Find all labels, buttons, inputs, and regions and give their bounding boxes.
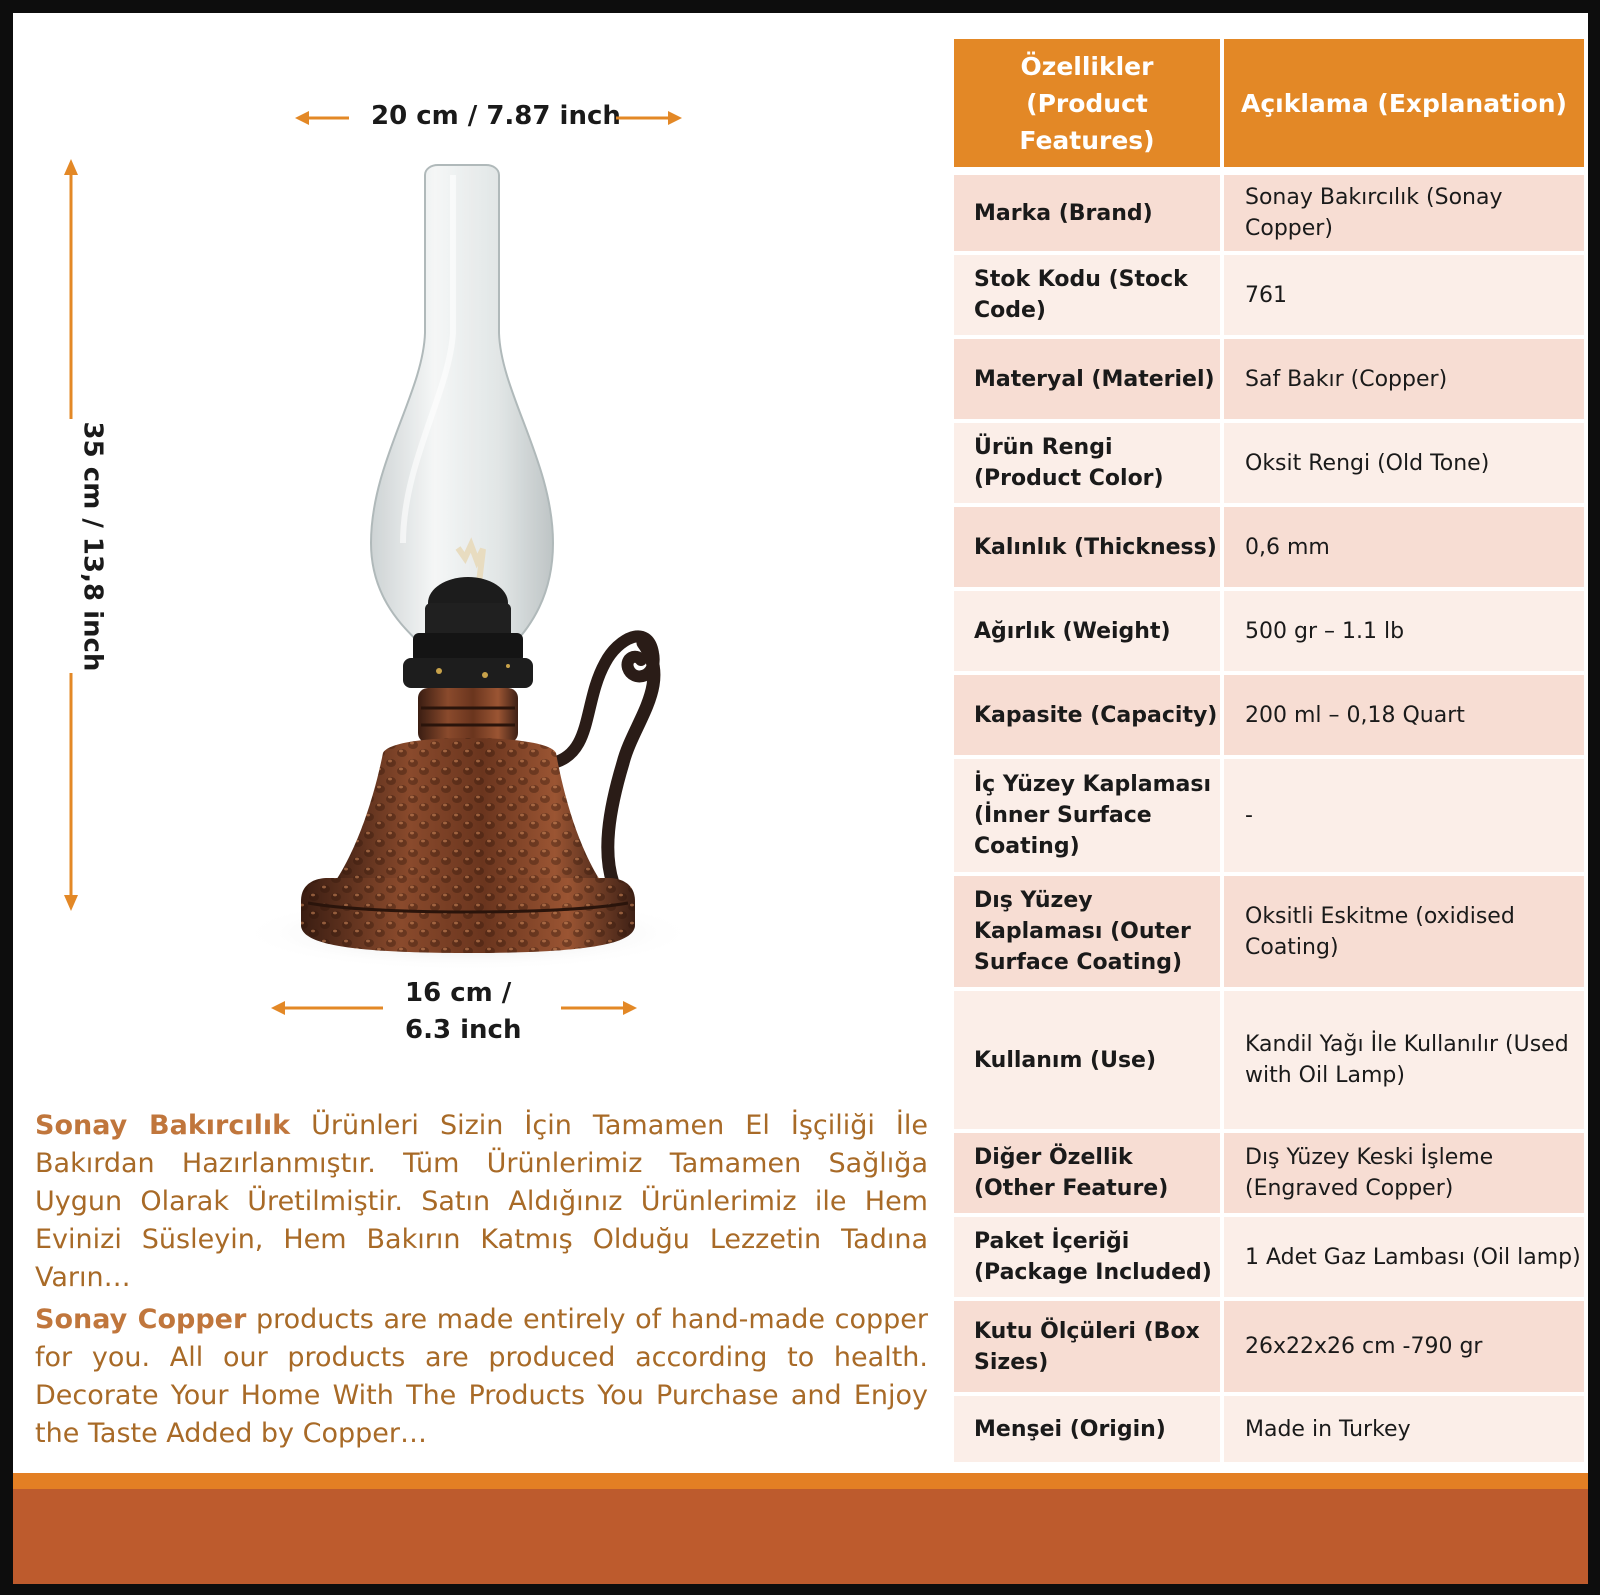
base-arrow-right-icon [561,998,637,1018]
feature-key: Dış Yüzey Kaplaması (Outer Surface Coating) [954,876,1224,991]
feature-value: 1 Adet Gaz Lambası (Oil lamp) [1224,1217,1584,1301]
description-turkish-text: Ürünleri Sizin İçin Tamamen El İşçiliği İle Bakırdan Hazırlanmıştır. Tüm Ürünlerimiz Tamamen Sağlığa Uygun Olarak Üretilmiştir. Satın Aldığınız Ürünlerimiz ile Hem Evinizi Süsleyin, Hem Bakırın Katmış Olduğu Lezzetin Tadına Varın… [35,1110,928,1293]
table-row [954,876,1584,991]
feature-value: Saf Bakır (Copper) [1224,339,1584,423]
base-label [405,975,521,1049]
feature-key: Marka (Brand) [954,175,1224,255]
feature-key: Kapasite (Capacity) [954,675,1224,759]
feature-key: Menşei (Origin) [954,1396,1224,1466]
feature-value: 200 ml – 0,18 Quart [1224,675,1584,759]
product-features-table [954,39,1584,1466]
footer-band [13,1489,1588,1584]
table-row [954,175,1584,255]
base-arrow-left-icon [271,998,387,1018]
feature-value: 500 gr – 1.1 lb [1224,591,1584,675]
feature-value: 26x22x26 cm -790 gr [1224,1301,1584,1396]
feature-value: 761 [1224,255,1584,339]
product-sheet [13,13,1588,1584]
table-row [954,991,1584,1133]
width-arrow-left-icon [295,108,355,128]
feature-key: Paket İçeriği (Package Included) [954,1217,1224,1301]
feature-key: Kullanım (Use) [954,991,1224,1133]
feature-key: Kutu Ölçüleri (Box Sizes) [954,1301,1224,1396]
feature-value: Sonay Bakırcılık (Sonay Copper) [1224,175,1584,255]
height-arrow-down-icon [61,673,81,913]
feature-key: Ağırlık (Weight) [954,591,1224,675]
feature-value: Made in Turkey [1224,1396,1584,1466]
oil-lamp-image [253,163,713,983]
base-label-line1: 16 cm / [405,978,512,1008]
table-row [954,675,1584,759]
feature-key: Materyal (Materiel) [954,339,1224,423]
table-row [954,1133,1584,1217]
table-row [954,339,1584,423]
table-row [954,1217,1584,1301]
description-english [35,1301,928,1453]
width-arrow-right-icon [616,108,682,128]
table-row [954,255,1584,339]
description-turkish [35,1107,928,1297]
feature-value: - [1224,759,1584,876]
table-row [954,1301,1584,1396]
feature-key: İç Yüzey Kaplaması (İnner Surface Coating) [954,759,1224,876]
feature-value: Oksit Rengi (Old Tone) [1224,423,1584,507]
header-features: Özellikler (Product Features) [954,39,1224,175]
header-explanation: Açıklama (Explanation) [1224,39,1584,175]
table-header-row [954,39,1584,175]
feature-value: Oksitli Eskitme (oxidised Coating) [1224,876,1584,991]
description-english-text: products are made entirely of hand-made copper for you. All our products are produced according to health. Decorate Your Home With The Products You Purchase and Enjoy the Taste Added by Copper… [35,1304,928,1449]
feature-key: Stok Kodu (Stock Code) [954,255,1224,339]
width-label: 20 cm / 7.87 inch [371,101,621,131]
table-row [954,507,1584,591]
brand-name-english: Sonay Copper [35,1304,247,1335]
feature-value: Kandil Yağı İle Kullanılır (Used with Oil Lamp) [1224,991,1584,1133]
table-row [954,591,1584,675]
footer-accent-line [13,1473,1588,1489]
height-label: 35 cm / 13,8 inch [77,421,108,672]
table-row [954,759,1584,876]
feature-key: Ürün Rengi (Product Color) [954,423,1224,507]
feature-key: Diğer Özellik (Other Feature) [954,1133,1224,1217]
feature-value: Dış Yüzey Keski İşleme (Engraved Copper) [1224,1133,1584,1217]
table-row [954,423,1584,507]
feature-key: Kalınlık (Thickness) [954,507,1224,591]
feature-value: 0,6 mm [1224,507,1584,591]
table-row [954,1396,1584,1466]
brand-name-turkish: Sonay Bakırcılık [35,1110,291,1141]
base-label-line2: 6.3 inch [405,1015,522,1045]
height-arrow-up-icon [61,159,81,419]
